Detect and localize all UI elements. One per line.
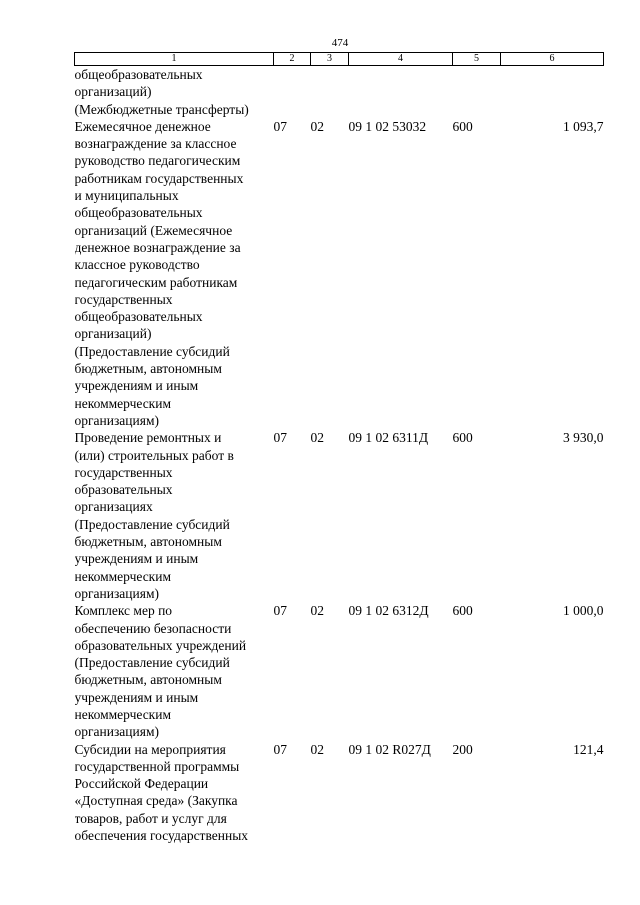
name-line: педагогическим работникам xyxy=(74,274,238,290)
target-code-cell: 09 1 02 6311Д xyxy=(348,430,429,446)
name-line: учреждениям и иным xyxy=(74,378,199,394)
name-line: некоммерческим xyxy=(74,395,172,411)
name-line: классное руководство xyxy=(74,257,200,273)
name-line: учреждениям и иным xyxy=(74,551,199,567)
amount-cell: 3 930,0 xyxy=(563,430,604,446)
name-line: организациях xyxy=(74,499,153,515)
section-cell: 07 xyxy=(273,118,287,134)
name-line: работникам государственных xyxy=(74,170,244,186)
name-line: денежное вознаграждение за xyxy=(74,239,241,255)
name-cell xyxy=(75,741,274,845)
name-line: государственной программы xyxy=(74,758,240,774)
name-line: (Предоставление субсидий xyxy=(74,343,230,359)
table-row xyxy=(75,429,604,602)
name-line: некоммерческим xyxy=(74,568,172,584)
name-line: образовательных xyxy=(74,482,173,498)
subsection-cell: 02 xyxy=(310,430,324,446)
name-line: (или) строительных работ в xyxy=(74,447,234,463)
name-line: Проведение ремонтных и xyxy=(74,430,222,446)
subsection-cell: 02 xyxy=(310,603,324,619)
expense-type-cell: 600 xyxy=(452,603,473,619)
target-code-cell: 09 1 02 6312Д xyxy=(348,603,429,619)
amount-cell: 121,4 xyxy=(573,741,604,757)
name-line: государственных xyxy=(74,291,173,307)
column-header-subsection: 3 xyxy=(311,53,349,66)
section-cell: 07 xyxy=(273,603,287,619)
name-line: обеспечения государственных xyxy=(74,828,249,844)
name-line: (Межбюджетные трансферты) xyxy=(74,101,249,117)
name-line: (Предоставление субсидий xyxy=(74,516,230,532)
name-line: учреждениям и иным xyxy=(74,689,199,705)
name-line: Российской Федерации xyxy=(74,776,209,792)
table-row xyxy=(75,602,604,740)
name-line: Субсидии на мероприятия xyxy=(74,741,226,757)
subsection-cell: 02 xyxy=(310,741,324,757)
target-code-cell: 09 1 02 R027Д xyxy=(348,741,431,757)
name-line: и муниципальных xyxy=(74,188,179,204)
table-row xyxy=(75,741,604,845)
amount-cell: 1 093,7 xyxy=(563,118,604,134)
name-line: организаций) xyxy=(74,84,152,100)
section-cell xyxy=(274,66,311,118)
column-header-expense-type: 5 xyxy=(453,53,501,66)
column-header-target-code: 4 xyxy=(349,53,453,66)
name-cell xyxy=(75,118,274,429)
name-line: Ежемесячное денежное xyxy=(74,118,211,134)
name-line: «Доступная среда» (Закупка xyxy=(74,793,238,809)
name-line: общеобразовательных xyxy=(74,67,203,82)
name-line: организациям) xyxy=(74,585,160,601)
budget-table xyxy=(74,52,604,844)
name-line: некоммерческим xyxy=(74,706,172,722)
name-line: организациям) xyxy=(74,724,160,740)
subsection-cell: 02 xyxy=(310,118,324,134)
name-line: организациям) xyxy=(74,412,160,428)
subsection-cell xyxy=(311,66,349,118)
name-line: (Предоставление субсидий xyxy=(74,655,230,671)
name-cell xyxy=(75,66,274,118)
name-line: государственных xyxy=(74,464,173,480)
table-header-row xyxy=(75,53,604,66)
target-code-cell: 09 1 02 53032 xyxy=(348,118,427,134)
column-header-section: 2 xyxy=(274,53,311,66)
name-line: бюджетным, автономным xyxy=(74,361,222,377)
expense-type-cell: 600 xyxy=(452,118,473,134)
name-line: организаций (Ежемесячное xyxy=(74,222,233,238)
expense-type-cell xyxy=(453,66,501,118)
name-cell xyxy=(75,602,274,740)
name-line: общеобразовательных xyxy=(74,205,203,221)
name-line: бюджетным, автономным xyxy=(74,672,222,688)
page-number: 474 xyxy=(331,37,349,49)
name-line: руководство педагогическим xyxy=(74,153,241,169)
table-body xyxy=(75,66,604,845)
column-header-name: 1 xyxy=(75,53,274,66)
name-line: образовательных учреждений xyxy=(74,637,247,653)
name-line: вознаграждение за классное xyxy=(74,136,237,152)
section-cell: 07 xyxy=(273,430,287,446)
section-cell: 07 xyxy=(273,741,287,757)
table-row xyxy=(75,118,604,429)
name-cell xyxy=(75,429,274,602)
name-line: бюджетным, автономным xyxy=(74,534,222,550)
expense-type-cell: 600 xyxy=(452,430,473,446)
table-row xyxy=(75,66,604,118)
name-line: товаров, работ и услуг для xyxy=(74,810,227,826)
amount-cell xyxy=(501,66,604,118)
name-line: общеобразовательных xyxy=(74,309,203,325)
name-line: обеспечению безопасности xyxy=(74,620,232,636)
amount-cell: 1 000,0 xyxy=(563,603,604,619)
name-line: организаций) xyxy=(74,326,152,342)
target-code-cell xyxy=(349,66,453,118)
expense-type-cell: 200 xyxy=(452,741,473,757)
name-line: Комплекс мер по xyxy=(74,603,173,619)
column-header-amount: 6 xyxy=(501,53,604,66)
